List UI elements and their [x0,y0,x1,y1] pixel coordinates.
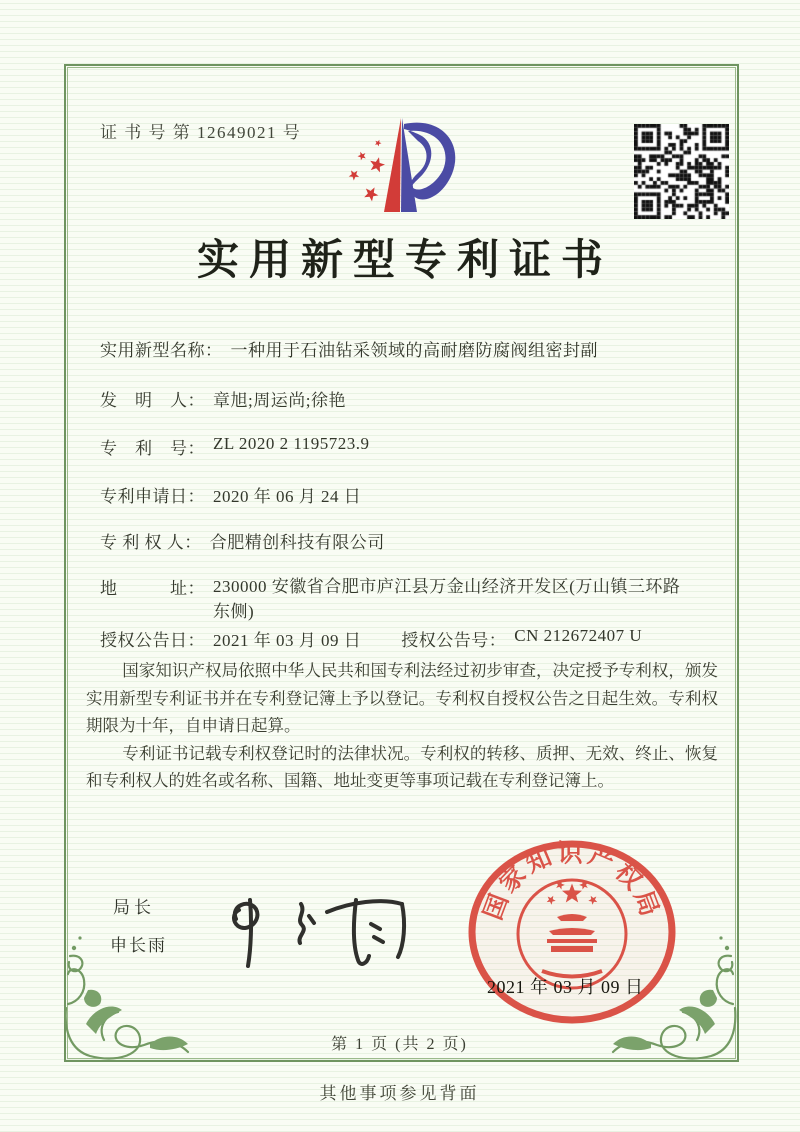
field-value: 章旭;周运尚;徐艳 [213,391,346,410]
field-value: 一种用于石油钻采领域的高耐磨防腐阀组密封副 [230,341,598,360]
director-signature [205,864,437,988]
legal-paragraph: 专利证书记载专利权登记时的法律状况。专利权的转移、质押、无效、终止、恢复和专利权人的姓名或名称、国籍、地址变更等事项记载在专利登记簿上。 [86,743,718,790]
logo-star-icon [364,187,378,201]
qr-code [634,124,729,219]
logo-star-icon [375,140,382,147]
legal-paragraph: 国家知识产权局依照中华人民共和国专利法经过初步审查，决定授予专利权，颁发实用新型专利证书并在专利登记簿上予以登记。专利权自授权公告之日起生效。专利权期限为十年，自申请日起算。 [86,661,718,735]
seal-date: 2021 年 03 月 09 日 [487,977,644,997]
logo-star-icon [349,170,359,180]
field-filing-date [100,482,361,507]
logo-star-icon [370,157,385,172]
field-label: 专利申请日： [100,487,205,506]
field-label: 专 利 权 人： [100,533,202,552]
logo-red-wedge [384,118,401,212]
page-number: 第 1 页 (共 2 页) [331,1036,468,1053]
field-label: 授权公告日： [100,631,205,650]
field-label: 发 明 人： [100,391,205,410]
logo-blue-wedge [401,118,417,212]
field-address [100,574,687,624]
director-name: 申长雨 [110,936,167,955]
field-grant-date-and-number [100,626,642,651]
field-grant-number [401,626,642,651]
back-note: 其他事项参见背面 [319,1084,480,1103]
field-value: 2021 年 03 月 09 日 [213,631,362,650]
field-label: 地 址： [100,579,205,598]
field-patent-number [100,434,370,459]
cnipa-logo-icon [338,110,483,225]
corner-flourish-icon [64,912,214,1060]
field-inventors [100,386,346,411]
field-label: 授权公告号： [401,631,507,650]
field-patentee [100,528,385,553]
certificate-number: 证 书 号 第 12649021 号 [100,123,302,142]
field-value: 230000 安徽省合肥市庐江县万金山经济开发区(万山镇三环路东侧) [213,577,681,621]
director-title: 局长 [113,898,155,917]
field-utility-model-name [100,336,598,361]
field-label: 实用新型名称： [100,341,223,360]
seal-text: 国家知识产权局 [479,840,665,924]
field-value: 合肥精创科技有限公司 [209,533,385,552]
field-value: CN 212672407 U [514,626,643,645]
field-value: 2020 年 06 月 24 日 [213,487,362,506]
certificate-title: 实用新型专利证书 [196,238,613,284]
legal-text-block [86,657,718,795]
field-label: 专 利 号： [100,439,205,458]
field-value: ZL 2020 2 1195723.9 [213,434,370,453]
logo-star-icon [358,152,366,161]
